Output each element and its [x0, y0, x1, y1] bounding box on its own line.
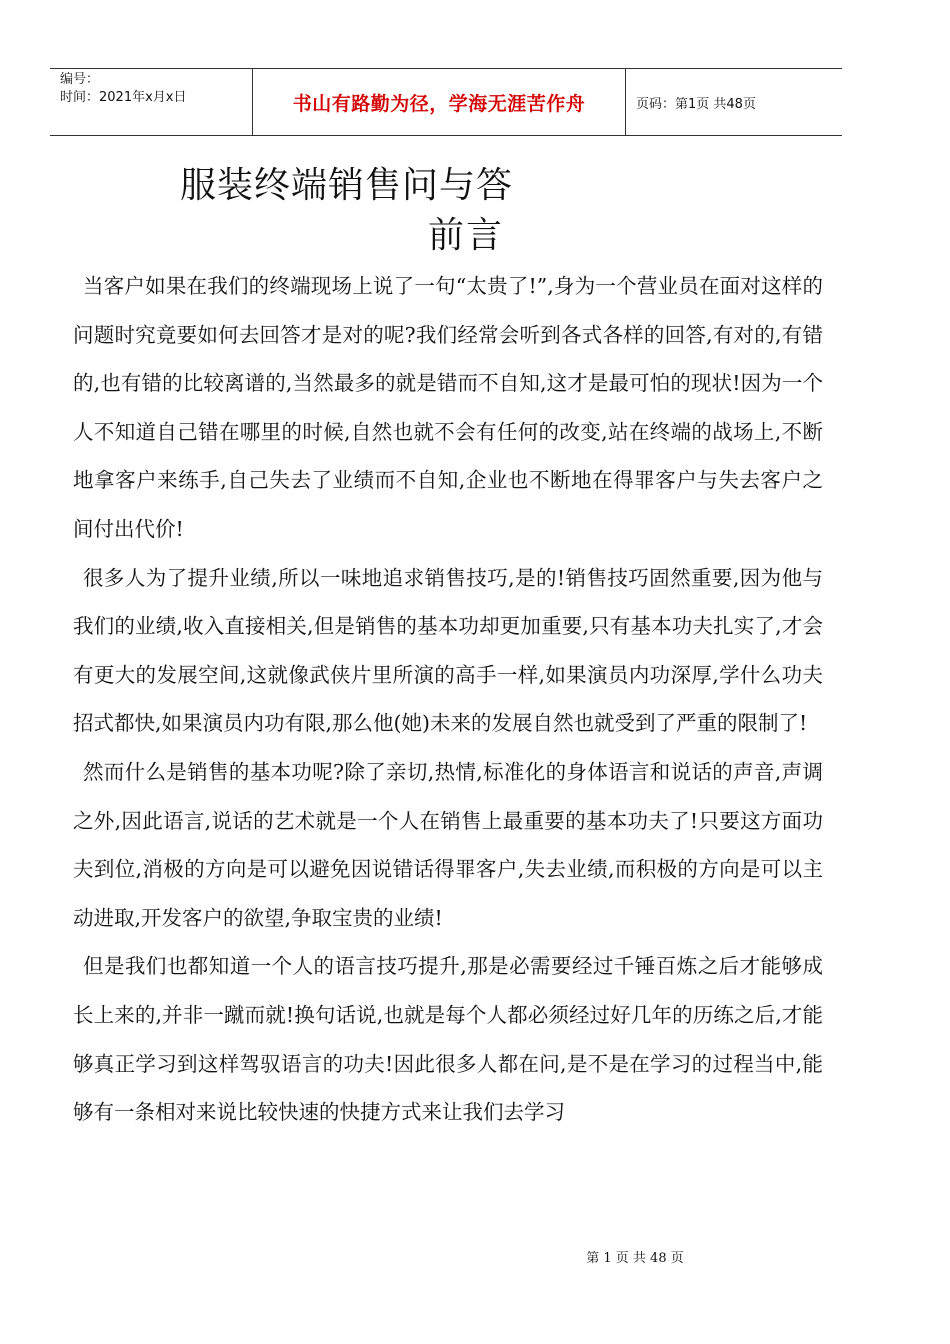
section-heading: 前言 — [428, 215, 505, 256]
page-footer: 第 1 页 共 48 页 — [586, 1251, 684, 1266]
document-title: 服装终端销售问与答 — [180, 165, 514, 206]
header-page-cell — [626, 69, 842, 135]
document-header — [50, 68, 842, 136]
document-date-label: 时间：2021年x月x日 — [60, 90, 187, 105]
document-body — [73, 262, 823, 1137]
header-meta-cell — [50, 69, 253, 135]
header-motto: 书山有路勤为径，学海无涯苦作舟 — [292, 92, 586, 115]
body-paragraph: 但是我们也都知道一个人的语言技巧提升,那是必需要经过千锤百炼之后才能够成长上来的,并非一蹴而就!换句话说,也就是每个人都必须经过好几年的历练之后,才能够真正学习到这样驾驭语言的功夫!因此很多人都在问,是不是在学习的过程当中,能够有一条相对来说比较快速的快捷方式来让我们去学习 — [73, 954, 823, 1125]
header-page-info: 页码：第1页 共48页 — [636, 96, 756, 112]
document-number-label: 编号： — [60, 72, 100, 87]
body-paragraph: 当客户如果在我们的终端现场上说了一句“太贵了!”,身为一个营业员在面对这样的问题时究竟要如何去回答才是对的呢?我们经常会听到各式各样的回答,有对的,有错的,也有错的比较离谱的,当然最多的就是错而不自知,这才是最可怕的现状!因为一个人不知道自己错在哪里的时候,自然也就不会有任何的改变,站在终端的战场上,不断地拿客户来练手,自己失去了业绩而不自知,企业也不断地在得罪客户与失去客户之间付出代价! — [73, 274, 823, 541]
body-paragraph: 很多人为了提升业绩,所以一味地追求销售技巧,是的!销售技巧固然重要,因为他与我们的业绩,收入直接相关,但是销售的基本功却更加重要,只有基本功夫扎实了,才会有更大的发展空间,这就像武侠片里所演的高手一样,如果演员内功深厚,学什么功夫招式都快,如果演员内功有限,那么他(她)未来的发展自然也就受到了严重的限制了! — [73, 565, 823, 736]
body-paragraph: 然而什么是销售的基本功呢?除了亲切,热情,标准化的身体语言和说话的声音,声调之外,因此语言,说话的艺术就是一个人在销售上最重要的基本功夫了!只要这方面功夫到位,消极的方向是可以避免因说错话得罪客户,失去业绩,而积极的方向是可以主动进取,开发客户的欲望,争取宝贵的业绩! — [73, 759, 823, 930]
header-motto-cell — [253, 69, 626, 135]
